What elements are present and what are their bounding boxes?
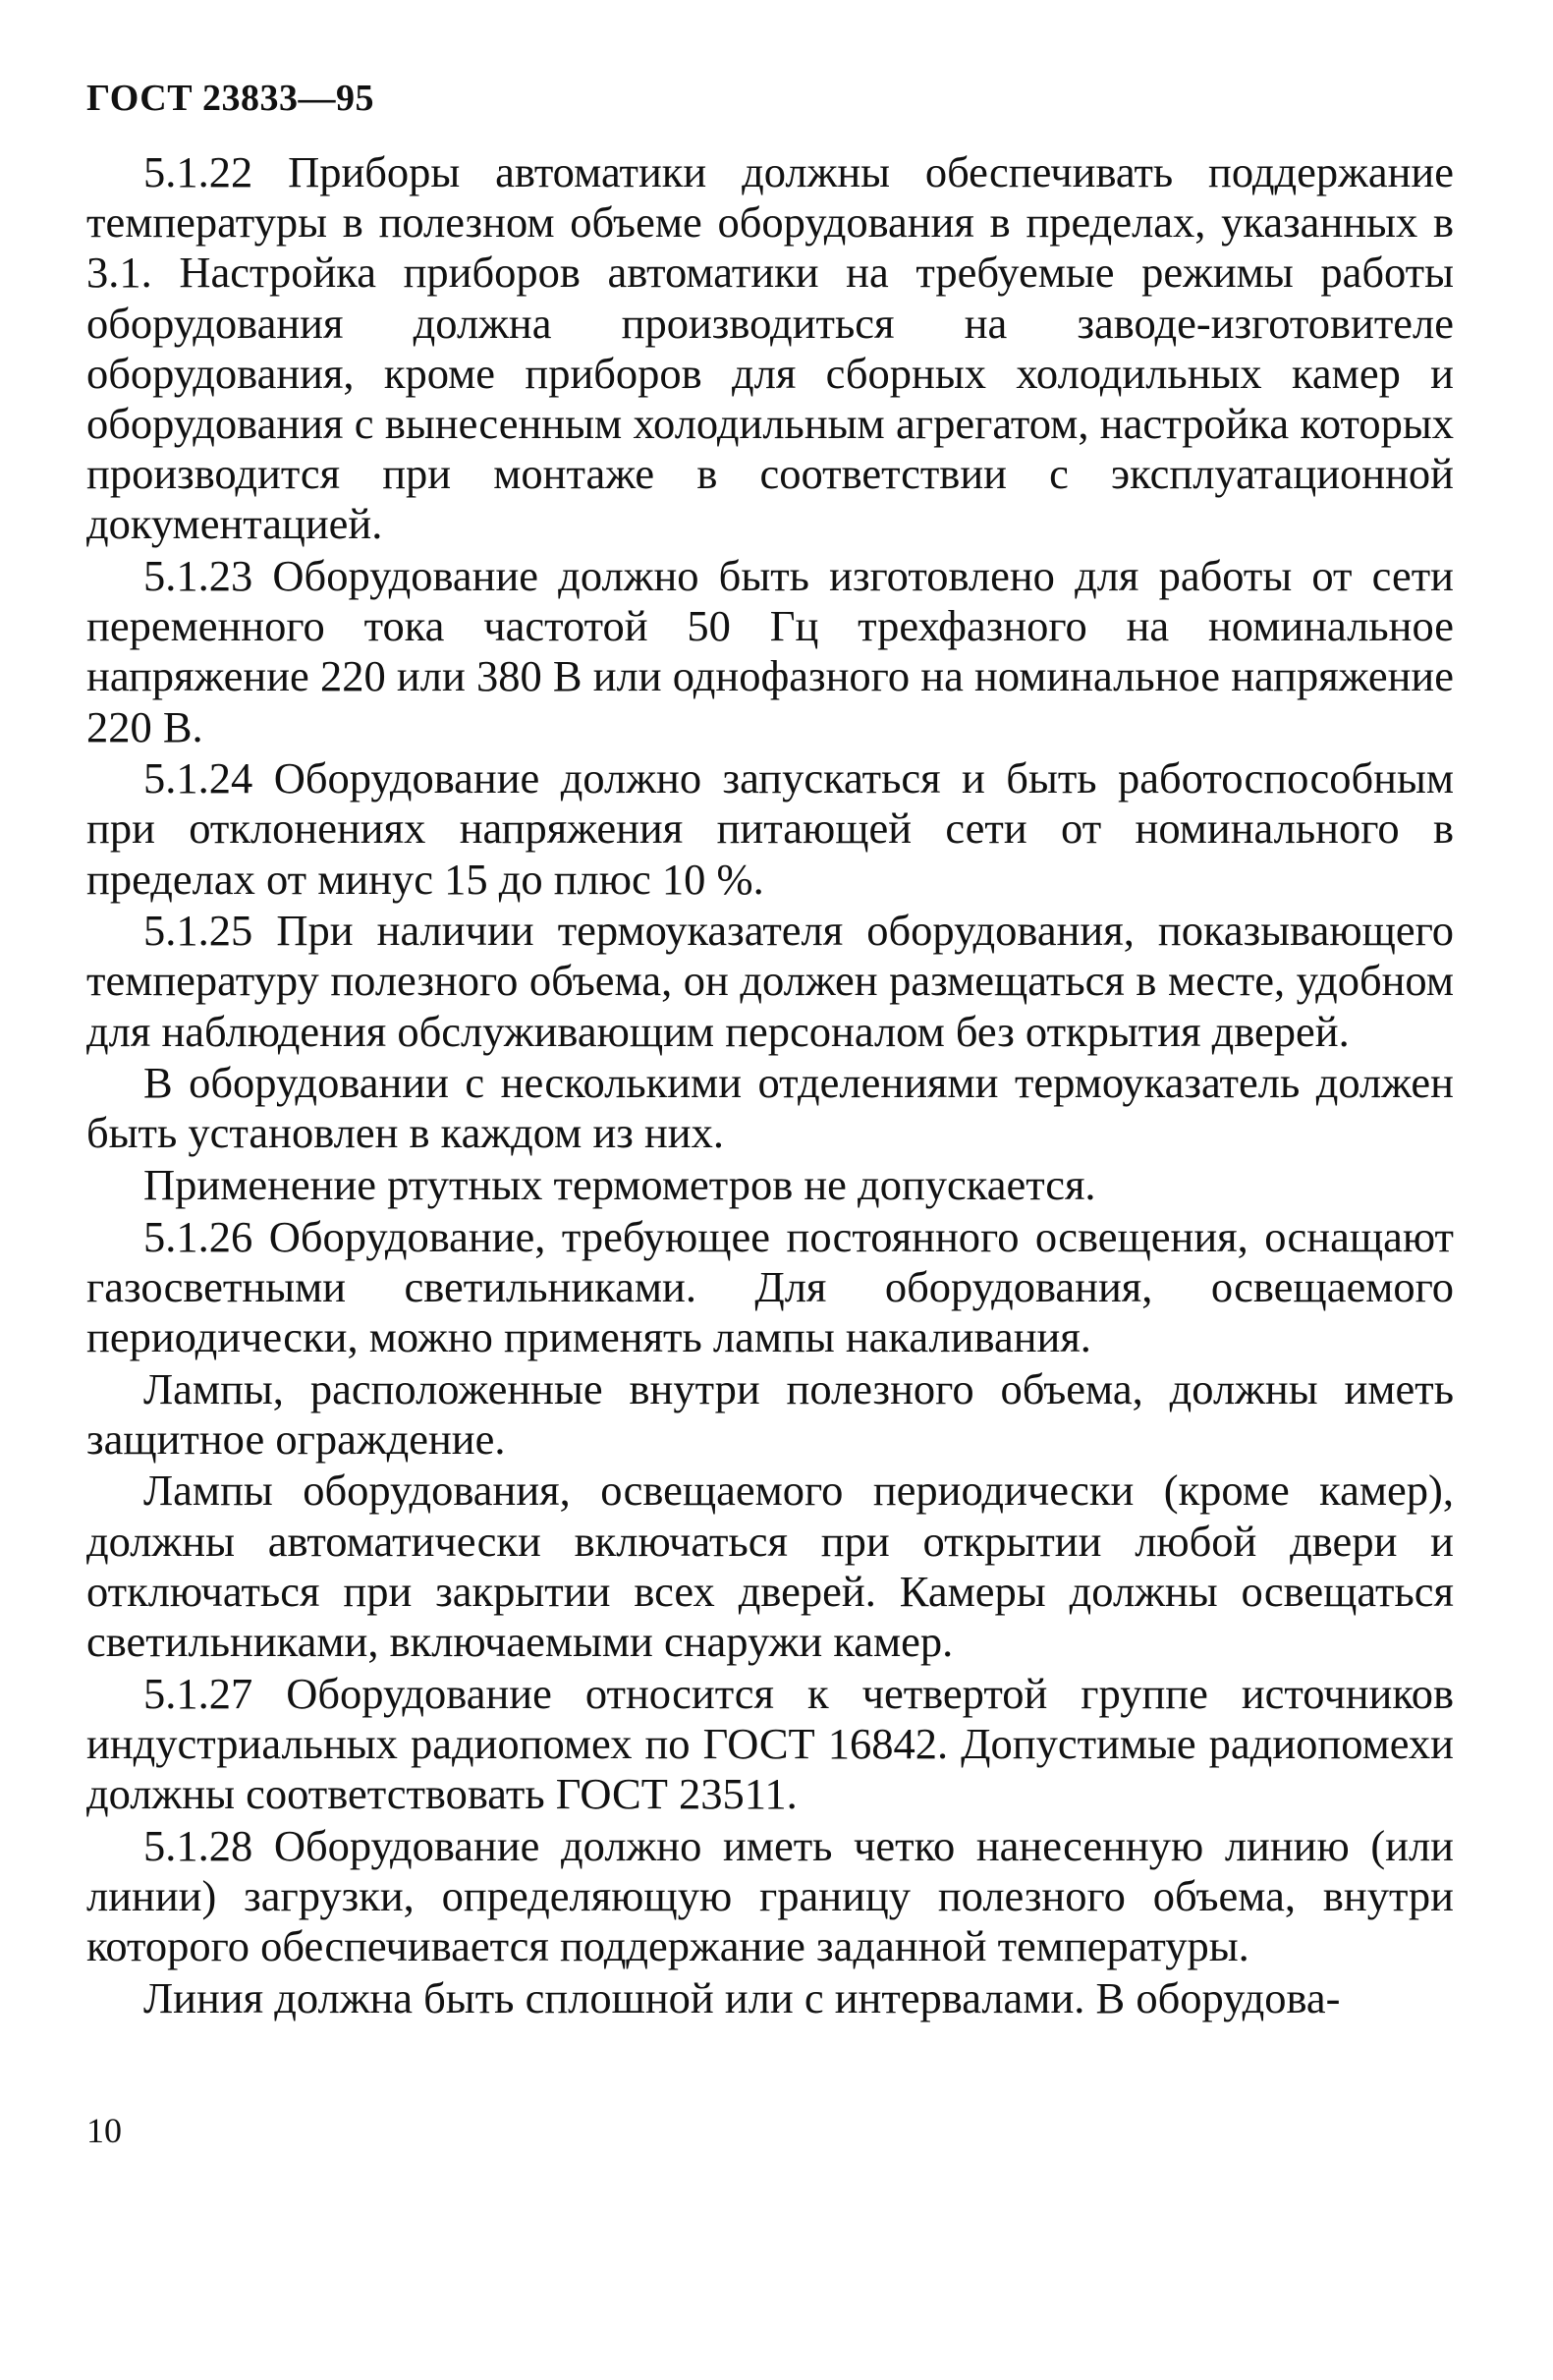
paragraph-multi-compartment: В оборудовании с несколькими отделениями термоуказатель должен быть установлен в каждом из них. bbox=[86, 1058, 1454, 1158]
paragraph-mercury-thermometers: Применение ртутных термометров не допускается. bbox=[143, 1160, 1096, 1210]
paragraph-5-1-24: 5.1.24 Оборудование должно запускаться и быть работоспособным при отклонениях напряжения питающей сети от номинального в пределах от минус 15 до плюс 10 %. bbox=[86, 753, 1454, 904]
paragraph-5-1-27: 5.1.27 Оборудование относится к четвертой группе источников индустриальных радиопомех по ГОСТ 16842. Допустимые радиопомехи должны соответствовать ГОСТ 23511. bbox=[86, 1668, 1454, 1819]
page-number: 10 bbox=[86, 2111, 122, 2150]
paragraph-5-1-26: 5.1.26 Оборудование, требующее постоянного освещения, оснащают газосветными светильниками. Для оборудования, освещаемого периодически, можно применять лампы накаливания. bbox=[86, 1211, 1454, 1362]
paragraph-lamp-switching: Лампы оборудования, освещаемого периодически (кроме камер), должны автоматически включаться при открытии любой двери и отключаться при закрытии всех дверей. Камеры должны освещаться светильниками, включаемыми снаружи камер. bbox=[86, 1466, 1454, 1667]
paragraph-lamp-guard: Лампы, расположенные внутри полезного объема, должны иметь защитное ограждение. bbox=[86, 1363, 1454, 1464]
paragraph-5-1-28: 5.1.28 Оборудование должно иметь четко нанесенную линию (или линии) загрузки, определяющую границу полезного объема, внутри которого обеспечивается поддержание заданной температуры. bbox=[86, 1820, 1454, 1971]
paragraph-5-1-22: 5.1.22 Приборы автоматики должны обеспечивать поддержание температуры в полезном объеме оборудования в пределах, указанных в 3.1. Настройка приборов автоматики на требуемые режимы работы оборудования должна производиться на заводе-изготовителе оборудования, кроме приборов для сборных холодильных камер и оборудования с вынесенным холодильным агрегатом, настройка которых производится при монтаже в соответствии с эксплуатационной документацией. bbox=[86, 147, 1454, 549]
paragraph-5-1-25: 5.1.25 При наличии термоуказателя оборудования, показывающего температуру полезного объема, он должен размещаться в месте, удобном для наблюдения обслуживающим персоналом без открытия дверей. bbox=[86, 906, 1454, 1056]
paragraph-load-line: Линия должна быть сплошной или с интервалами. В оборудова- bbox=[143, 1972, 1341, 2022]
document-header: ГОСТ 23833—95 bbox=[86, 78, 375, 119]
document-body bbox=[86, 147, 1454, 2024]
paragraph-5-1-23: 5.1.23 Оборудование должно быть изготовлено для работы от сети переменного тока частотой 50 Гц трехфазного на номинальное напряжение 220 или 380 В или однофазного на номинальное напряжение 220 В. bbox=[86, 551, 1454, 751]
